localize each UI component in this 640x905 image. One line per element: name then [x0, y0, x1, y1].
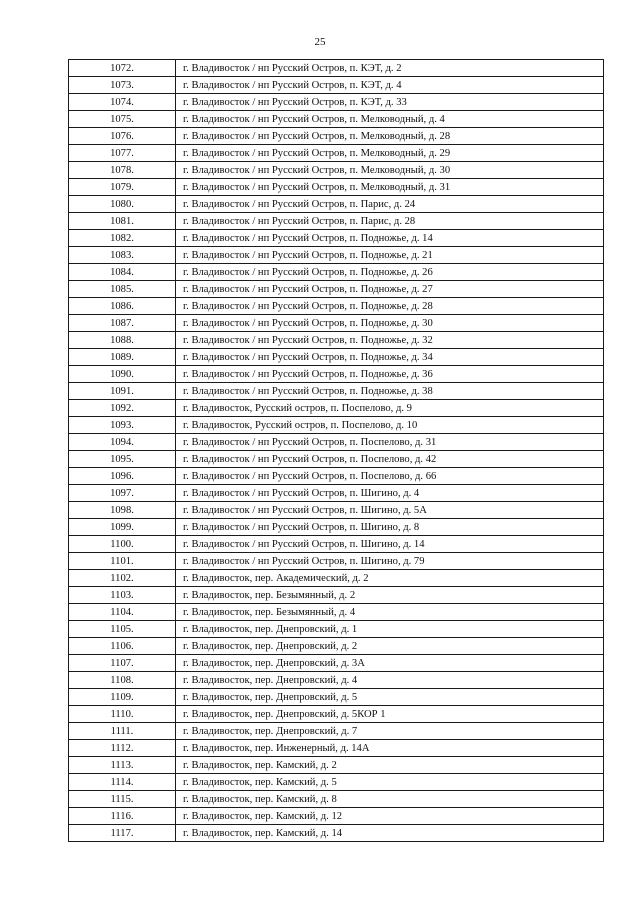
row-number: 1110. — [69, 706, 176, 723]
row-address: г. Владивосток, пер. Академический, д. 2 — [176, 570, 604, 587]
row-address: г. Владивосток / нп Русский Остров, п. Подножье, д. 21 — [176, 247, 604, 264]
address-table — [68, 59, 604, 842]
table-row — [69, 638, 604, 655]
row-address: г. Владивосток / нп Русский Остров, п. Подножье, д. 32 — [176, 332, 604, 349]
table-row — [69, 587, 604, 604]
table-row — [69, 723, 604, 740]
row-address: г. Владивосток, пер. Днепровский, д. 7 — [176, 723, 604, 740]
row-number: 1091. — [69, 383, 176, 400]
row-address: г. Владивосток / нп Русский Остров, п. Шигино, д. 79 — [176, 553, 604, 570]
row-address: г. Владивосток, пер. Днепровский, д. 2 — [176, 638, 604, 655]
row-address: г. Владивосток / нп Русский Остров, п. Парис, д. 24 — [176, 196, 604, 213]
table-row — [69, 434, 604, 451]
row-number: 1102. — [69, 570, 176, 587]
table-row — [69, 162, 604, 179]
row-address: г. Владивосток / нп Русский Остров, п. Подножье, д. 30 — [176, 315, 604, 332]
row-address: г. Владивосток / нп Русский Остров, п. Поспелово, д. 42 — [176, 451, 604, 468]
table-row — [69, 689, 604, 706]
row-number: 1115. — [69, 791, 176, 808]
table-row — [69, 451, 604, 468]
row-number: 1100. — [69, 536, 176, 553]
table-row — [69, 230, 604, 247]
table-row — [69, 145, 604, 162]
row-address: г. Владивосток, пер. Днепровский, д. 4 — [176, 672, 604, 689]
row-number: 1097. — [69, 485, 176, 502]
row-address: г. Владивосток / нп Русский Остров, п. Шигино, д. 5А — [176, 502, 604, 519]
row-number: 1096. — [69, 468, 176, 485]
table-row — [69, 604, 604, 621]
row-address: г. Владивосток, пер. Днепровский, д. 1 — [176, 621, 604, 638]
row-number: 1085. — [69, 281, 176, 298]
row-address: г. Владивосток / нп Русский Остров, п. Подножье, д. 38 — [176, 383, 604, 400]
row-address: г. Владивосток / нп Русский Остров, п. Подножье, д. 34 — [176, 349, 604, 366]
table-row — [69, 366, 604, 383]
table-row — [69, 706, 604, 723]
row-address: г. Владивосток, пер. Днепровский, д. 3А — [176, 655, 604, 672]
row-address: г. Владивосток, пер. Днепровский, д. 5КОР 1 — [176, 706, 604, 723]
table-row — [69, 553, 604, 570]
row-address: г. Владивосток / нп Русский Остров, п. Мелководный, д. 31 — [176, 179, 604, 196]
row-address: г. Владивосток / нп Русский Остров, п. Мелководный, д. 29 — [176, 145, 604, 162]
row-number: 1089. — [69, 349, 176, 366]
table-row — [69, 536, 604, 553]
row-number: 1113. — [69, 757, 176, 774]
row-number: 1099. — [69, 519, 176, 536]
row-number: 1112. — [69, 740, 176, 757]
table-row — [69, 621, 604, 638]
table-row — [69, 111, 604, 128]
table-row — [69, 60, 604, 77]
row-number: 1111. — [69, 723, 176, 740]
row-address: г. Владивосток / нп Русский Остров, п. Подножье, д. 27 — [176, 281, 604, 298]
row-number: 1075. — [69, 111, 176, 128]
row-address: г. Владивосток / нп Русский Остров, п. КЭТ, д. 33 — [176, 94, 604, 111]
row-number: 1109. — [69, 689, 176, 706]
row-address: г. Владивосток / нп Русский Остров, п. Шигино, д. 4 — [176, 485, 604, 502]
table-row — [69, 825, 604, 842]
row-address: г. Владивосток, пер. Камский, д. 2 — [176, 757, 604, 774]
table-row — [69, 128, 604, 145]
row-number: 1080. — [69, 196, 176, 213]
row-address: г. Владивосток, пер. Днепровский, д. 5 — [176, 689, 604, 706]
table-row — [69, 808, 604, 825]
table-row — [69, 94, 604, 111]
row-number: 1107. — [69, 655, 176, 672]
table-row — [69, 774, 604, 791]
table-row — [69, 672, 604, 689]
row-address: г. Владивосток, пер. Камский, д. 12 — [176, 808, 604, 825]
row-address: г. Владивосток / нп Русский Остров, п. Подножье, д. 36 — [176, 366, 604, 383]
row-address: г. Владивосток, пер. Камский, д. 14 — [176, 825, 604, 842]
row-number: 1072. — [69, 60, 176, 77]
row-address: г. Владивосток / нп Русский Остров, п. Парис, д. 28 — [176, 213, 604, 230]
row-number: 1092. — [69, 400, 176, 417]
table-row — [69, 519, 604, 536]
row-number: 1076. — [69, 128, 176, 145]
table-row — [69, 655, 604, 672]
row-address: г. Владивосток / нп Русский Остров, п. Подножье, д. 26 — [176, 264, 604, 281]
row-number: 1082. — [69, 230, 176, 247]
row-address: г. Владивосток, пер. Камский, д. 5 — [176, 774, 604, 791]
table-row — [69, 332, 604, 349]
table-row — [69, 757, 604, 774]
row-number: 1105. — [69, 621, 176, 638]
table-row — [69, 281, 604, 298]
row-number: 1101. — [69, 553, 176, 570]
row-address: г. Владивосток, пер. Инженерный, д. 14А — [176, 740, 604, 757]
row-address: г. Владивосток / нп Русский Остров, п. Подножье, д. 14 — [176, 230, 604, 247]
row-number: 1078. — [69, 162, 176, 179]
row-number: 1088. — [69, 332, 176, 349]
row-address: г. Владивосток / нп Русский Остров, п. Мелководный, д. 30 — [176, 162, 604, 179]
address-table-body — [69, 60, 604, 842]
row-number: 1106. — [69, 638, 176, 655]
row-address: г. Владивосток / нп Русский Остров, п. Мелководный, д. 28 — [176, 128, 604, 145]
table-row — [69, 400, 604, 417]
table-row — [69, 485, 604, 502]
row-number: 1086. — [69, 298, 176, 315]
table-row — [69, 383, 604, 400]
row-number: 1098. — [69, 502, 176, 519]
row-address: г. Владивосток / нп Русский Остров, п. Шигино, д. 8 — [176, 519, 604, 536]
table-row — [69, 179, 604, 196]
row-address: г. Владивосток / нп Русский Остров, п. Мелководный, д. 4 — [176, 111, 604, 128]
table-row — [69, 570, 604, 587]
row-address: г. Владивосток / нп Русский Остров, п. КЭТ, д. 2 — [176, 60, 604, 77]
row-number: 1103. — [69, 587, 176, 604]
row-number: 1090. — [69, 366, 176, 383]
row-number: 1084. — [69, 264, 176, 281]
table-row — [69, 315, 604, 332]
row-number: 1117. — [69, 825, 176, 842]
table-row — [69, 791, 604, 808]
table-row — [69, 213, 604, 230]
table-row — [69, 349, 604, 366]
row-number: 1073. — [69, 77, 176, 94]
row-address: г. Владивосток / нп Русский Остров, п. Подножье, д. 28 — [176, 298, 604, 315]
table-row — [69, 196, 604, 213]
row-address: г. Владивосток, Русский остров, п. Поспелово, д. 10 — [176, 417, 604, 434]
row-address: г. Владивосток, пер. Камский, д. 8 — [176, 791, 604, 808]
row-number: 1093. — [69, 417, 176, 434]
row-address: г. Владивосток, пер. Безымянный, д. 2 — [176, 587, 604, 604]
row-number: 1114. — [69, 774, 176, 791]
row-number: 1104. — [69, 604, 176, 621]
row-address: г. Владивосток / нп Русский Остров, п. Шигино, д. 14 — [176, 536, 604, 553]
table-row — [69, 502, 604, 519]
table-row — [69, 298, 604, 315]
row-number: 1083. — [69, 247, 176, 264]
table-row — [69, 264, 604, 281]
table-row — [69, 468, 604, 485]
table-row — [69, 247, 604, 264]
row-number: 1081. — [69, 213, 176, 230]
row-number: 1094. — [69, 434, 176, 451]
row-number: 1116. — [69, 808, 176, 825]
row-number: 1095. — [69, 451, 176, 468]
table-row — [69, 740, 604, 757]
row-number: 1087. — [69, 315, 176, 332]
row-address: г. Владивосток / нп Русский Остров, п. Поспелово, д. 66 — [176, 468, 604, 485]
row-number: 1108. — [69, 672, 176, 689]
row-number: 1079. — [69, 179, 176, 196]
table-row — [69, 77, 604, 94]
row-number: 1077. — [69, 145, 176, 162]
row-address: г. Владивосток, пер. Безымянный, д. 4 — [176, 604, 604, 621]
row-address: г. Владивосток / нп Русский Остров, п. Поспелово, д. 31 — [176, 434, 604, 451]
page-number: 25 — [314, 36, 326, 48]
row-address: г. Владивосток / нп Русский Остров, п. КЭТ, д. 4 — [176, 77, 604, 94]
table-row — [69, 417, 604, 434]
row-number: 1074. — [69, 94, 176, 111]
row-address: г. Владивосток, Русский остров, п. Поспелово, д. 9 — [176, 400, 604, 417]
